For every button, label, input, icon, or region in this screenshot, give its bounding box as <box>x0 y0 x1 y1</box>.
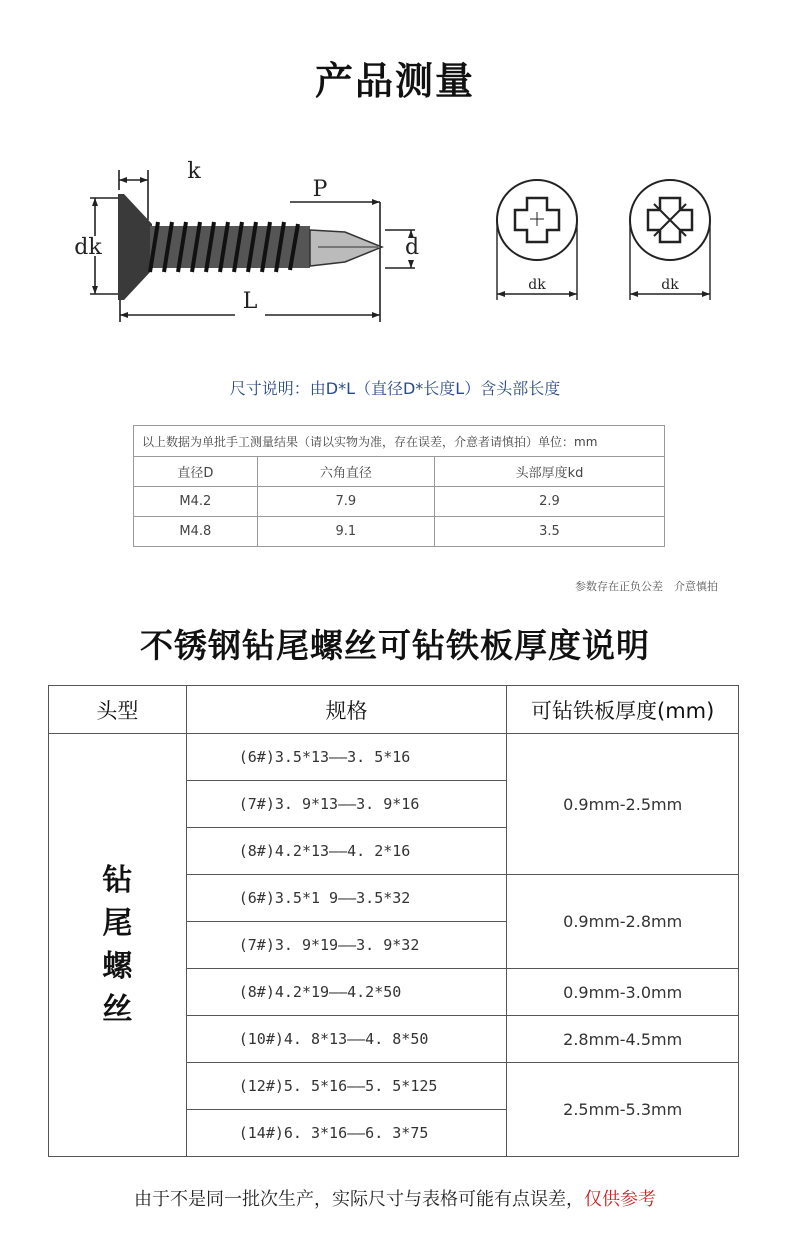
spec-cell: (8#)4.2*13——4. 2*16 <box>186 828 507 875</box>
col-header-hex-diameter: 六角直径 <box>257 457 434 487</box>
drill-thickness-table <box>48 685 739 1157</box>
measurement-caption: 以上数据为单批手工测量结果（请以实物为准，存在误差，介意者请慎拍）单位：mm <box>134 426 665 457</box>
size-note: 尺寸说明：由D*L（直径D*长度L）含头部长度 <box>229 379 561 398</box>
col-header-thickness: 可钻铁板厚度(mm) <box>507 686 739 734</box>
k-label: k <box>187 159 201 184</box>
screw-shank <box>150 226 310 268</box>
spec-cell: (8#)4.2*19——4.2*50 <box>186 969 507 1016</box>
reference-note: 参数存在正负公差 介意慎拍 <box>575 580 718 593</box>
phillips-head-view <box>497 180 577 300</box>
table-row <box>134 487 665 517</box>
col-header-head-thickness: 头部厚度kd <box>435 457 665 487</box>
spec-cell: (6#)3.5*1 9——3.5*32 <box>186 875 507 922</box>
d-label: d <box>404 235 420 260</box>
dk-label: dk <box>74 235 102 260</box>
thickness-cell: 2.8mm-4.5mm <box>507 1016 739 1063</box>
drill-thickness-title: 不锈钢钻尾螺丝可钻铁板厚度说明 <box>140 626 650 665</box>
measurement-table <box>133 425 665 547</box>
spec-cell: (7#)3. 9*13——3. 9*16 <box>186 781 507 828</box>
dk-label-view-2: dk <box>661 277 679 293</box>
table-cell: 9.1 <box>257 517 434 547</box>
col-header-diameter: 直径D <box>134 457 258 487</box>
table-cell: 2.9 <box>435 487 665 517</box>
table-cell: 3.5 <box>435 517 665 547</box>
thickness-cell: 0.9mm-2.5mm <box>507 734 739 875</box>
table-cell: M4.2 <box>134 487 258 517</box>
thickness-cell: 2.5mm-5.3mm <box>507 1063 739 1157</box>
screw-head <box>118 194 152 300</box>
screw-dimension-diagram <box>0 150 790 340</box>
table-cell: 7.9 <box>257 487 434 517</box>
pozi-head-view <box>630 180 710 300</box>
table-cell: M4.8 <box>134 517 258 547</box>
spec-cell: (10#)4. 8*13——4. 8*50 <box>186 1016 507 1063</box>
thickness-cell: 0.9mm-3.0mm <box>507 969 739 1016</box>
footer-highlight: 仅供参考 <box>584 1189 656 1210</box>
col-header-spec: 规格 <box>186 686 507 734</box>
spec-cell: (6#)3.5*13——3. 5*16 <box>186 734 507 781</box>
measure-title: 产品测量 <box>314 59 475 103</box>
drill-point <box>310 230 382 266</box>
p-label: P <box>312 177 328 202</box>
table-row <box>134 517 665 547</box>
footer-note <box>0 1185 790 1211</box>
thickness-cell: 0.9mm-2.8mm <box>507 875 739 969</box>
spec-cell: (7#)3. 9*19——3. 9*32 <box>186 922 507 969</box>
spec-cell: (12#)5. 5*16——5. 5*125 <box>186 1063 507 1110</box>
col-header-head-type: 头型 <box>49 686 187 734</box>
dk-label-view-1: dk <box>528 277 546 293</box>
head-type-cell: 钻 尾 螺 丝 <box>49 734 187 1157</box>
table-row <box>49 734 739 781</box>
l-label: L <box>242 289 258 314</box>
spec-cell: (14#)6. 3*16——6. 3*75 <box>186 1110 507 1157</box>
footer-text: 由于不是同一批次生产，实际尺寸与表格可能有点误差， <box>134 1189 584 1210</box>
